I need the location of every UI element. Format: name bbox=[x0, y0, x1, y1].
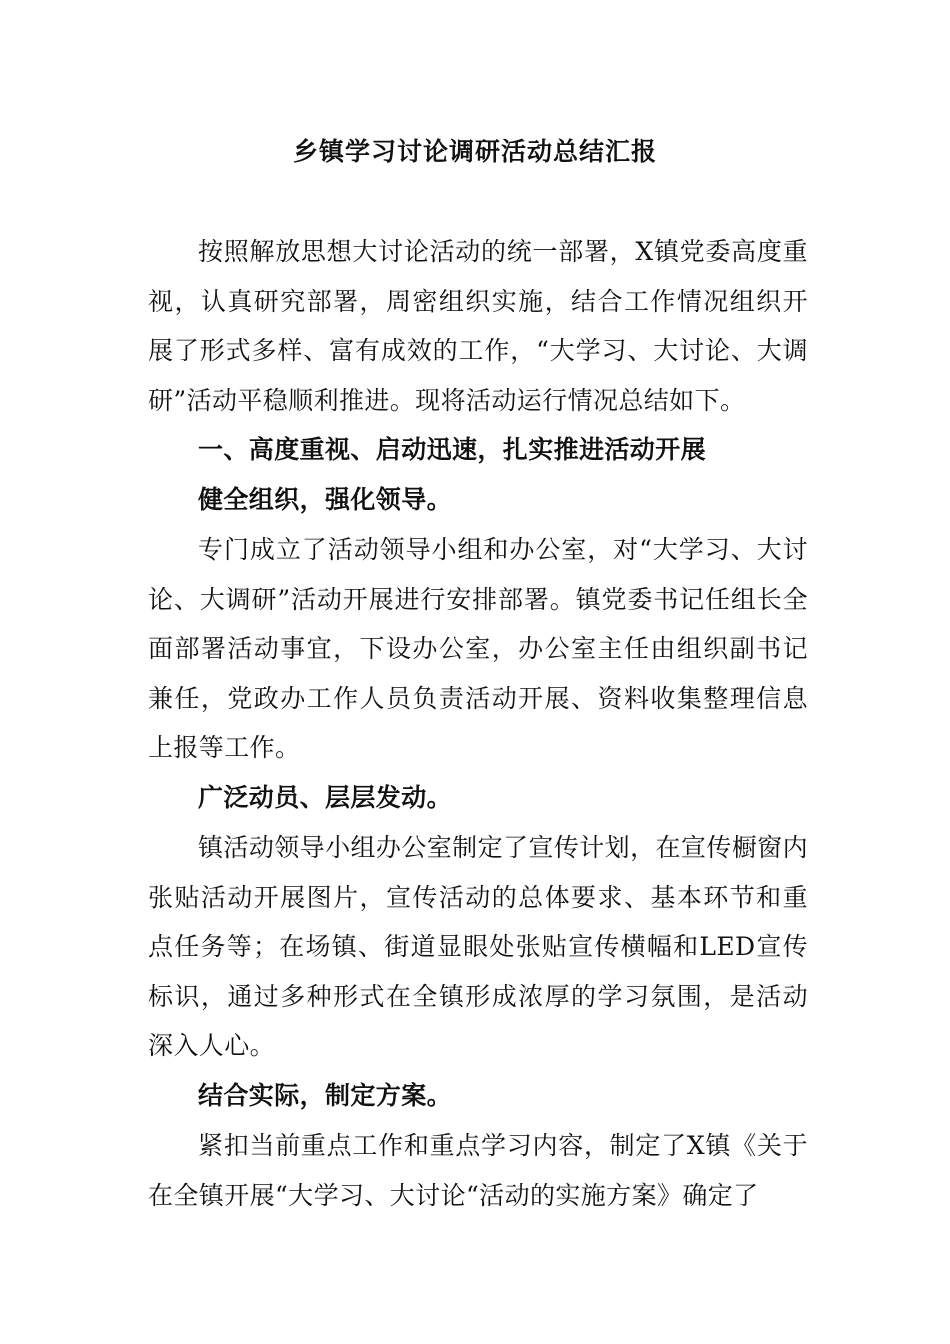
subsection-organization-paragraph: 专门成立了活动领导小组和办公室，对“大学习、大讨论、大调研”活动开展进行安排部署。镇党委书记任组长全面部署活动事宜，下设办公室，办公室主任由组织副书记兼任，党政办工作人员负责活动开展、资料收集整理信息上报等工作。 bbox=[148, 535, 808, 762]
subsection-plan-paragraph: 紧扣当前重点工作和重点学习内容，制定了X镇《关于在全镇开展“大学习、大讨论“活动的实施方案》确定了 bbox=[148, 1131, 808, 1210]
subsection-plan-heading: 结合实际，制定方案。 bbox=[198, 1081, 453, 1110]
subsection-mobilization-heading: 广泛动员、层层发动。 bbox=[198, 783, 453, 812]
section-1-heading: 一、高度重视、启动迅速，扎实推进活动开展 bbox=[198, 435, 707, 464]
document-title: 乡镇学习讨论调研活动总结汇报 bbox=[292, 137, 657, 166]
intro-paragraph: 按照解放思想大讨论活动的统一部署，X镇党委高度重视，认真研究部署，周密组织实施，结合工作情况组织开展了形式多样、富有成效的工作，“大学习、大讨论、大调研”活动平稳顺利推进。现将活动运行情况总结如下。 bbox=[148, 237, 808, 415]
subsection-mobilization-paragraph: 镇活动领导小组办公室制定了宣传计划，在宣传橱窗内张贴活动开展图片，宣传活动的总体要求、基本环节和重点任务等；在场镇、街道显眼处张贴宣传横幅和LED宣传标识，通过多种形式在全镇形成浓厚的学习氛围，是活动深入人心。 bbox=[148, 833, 808, 1060]
subsection-organization-heading: 健全组织，强化领导。 bbox=[198, 485, 453, 514]
